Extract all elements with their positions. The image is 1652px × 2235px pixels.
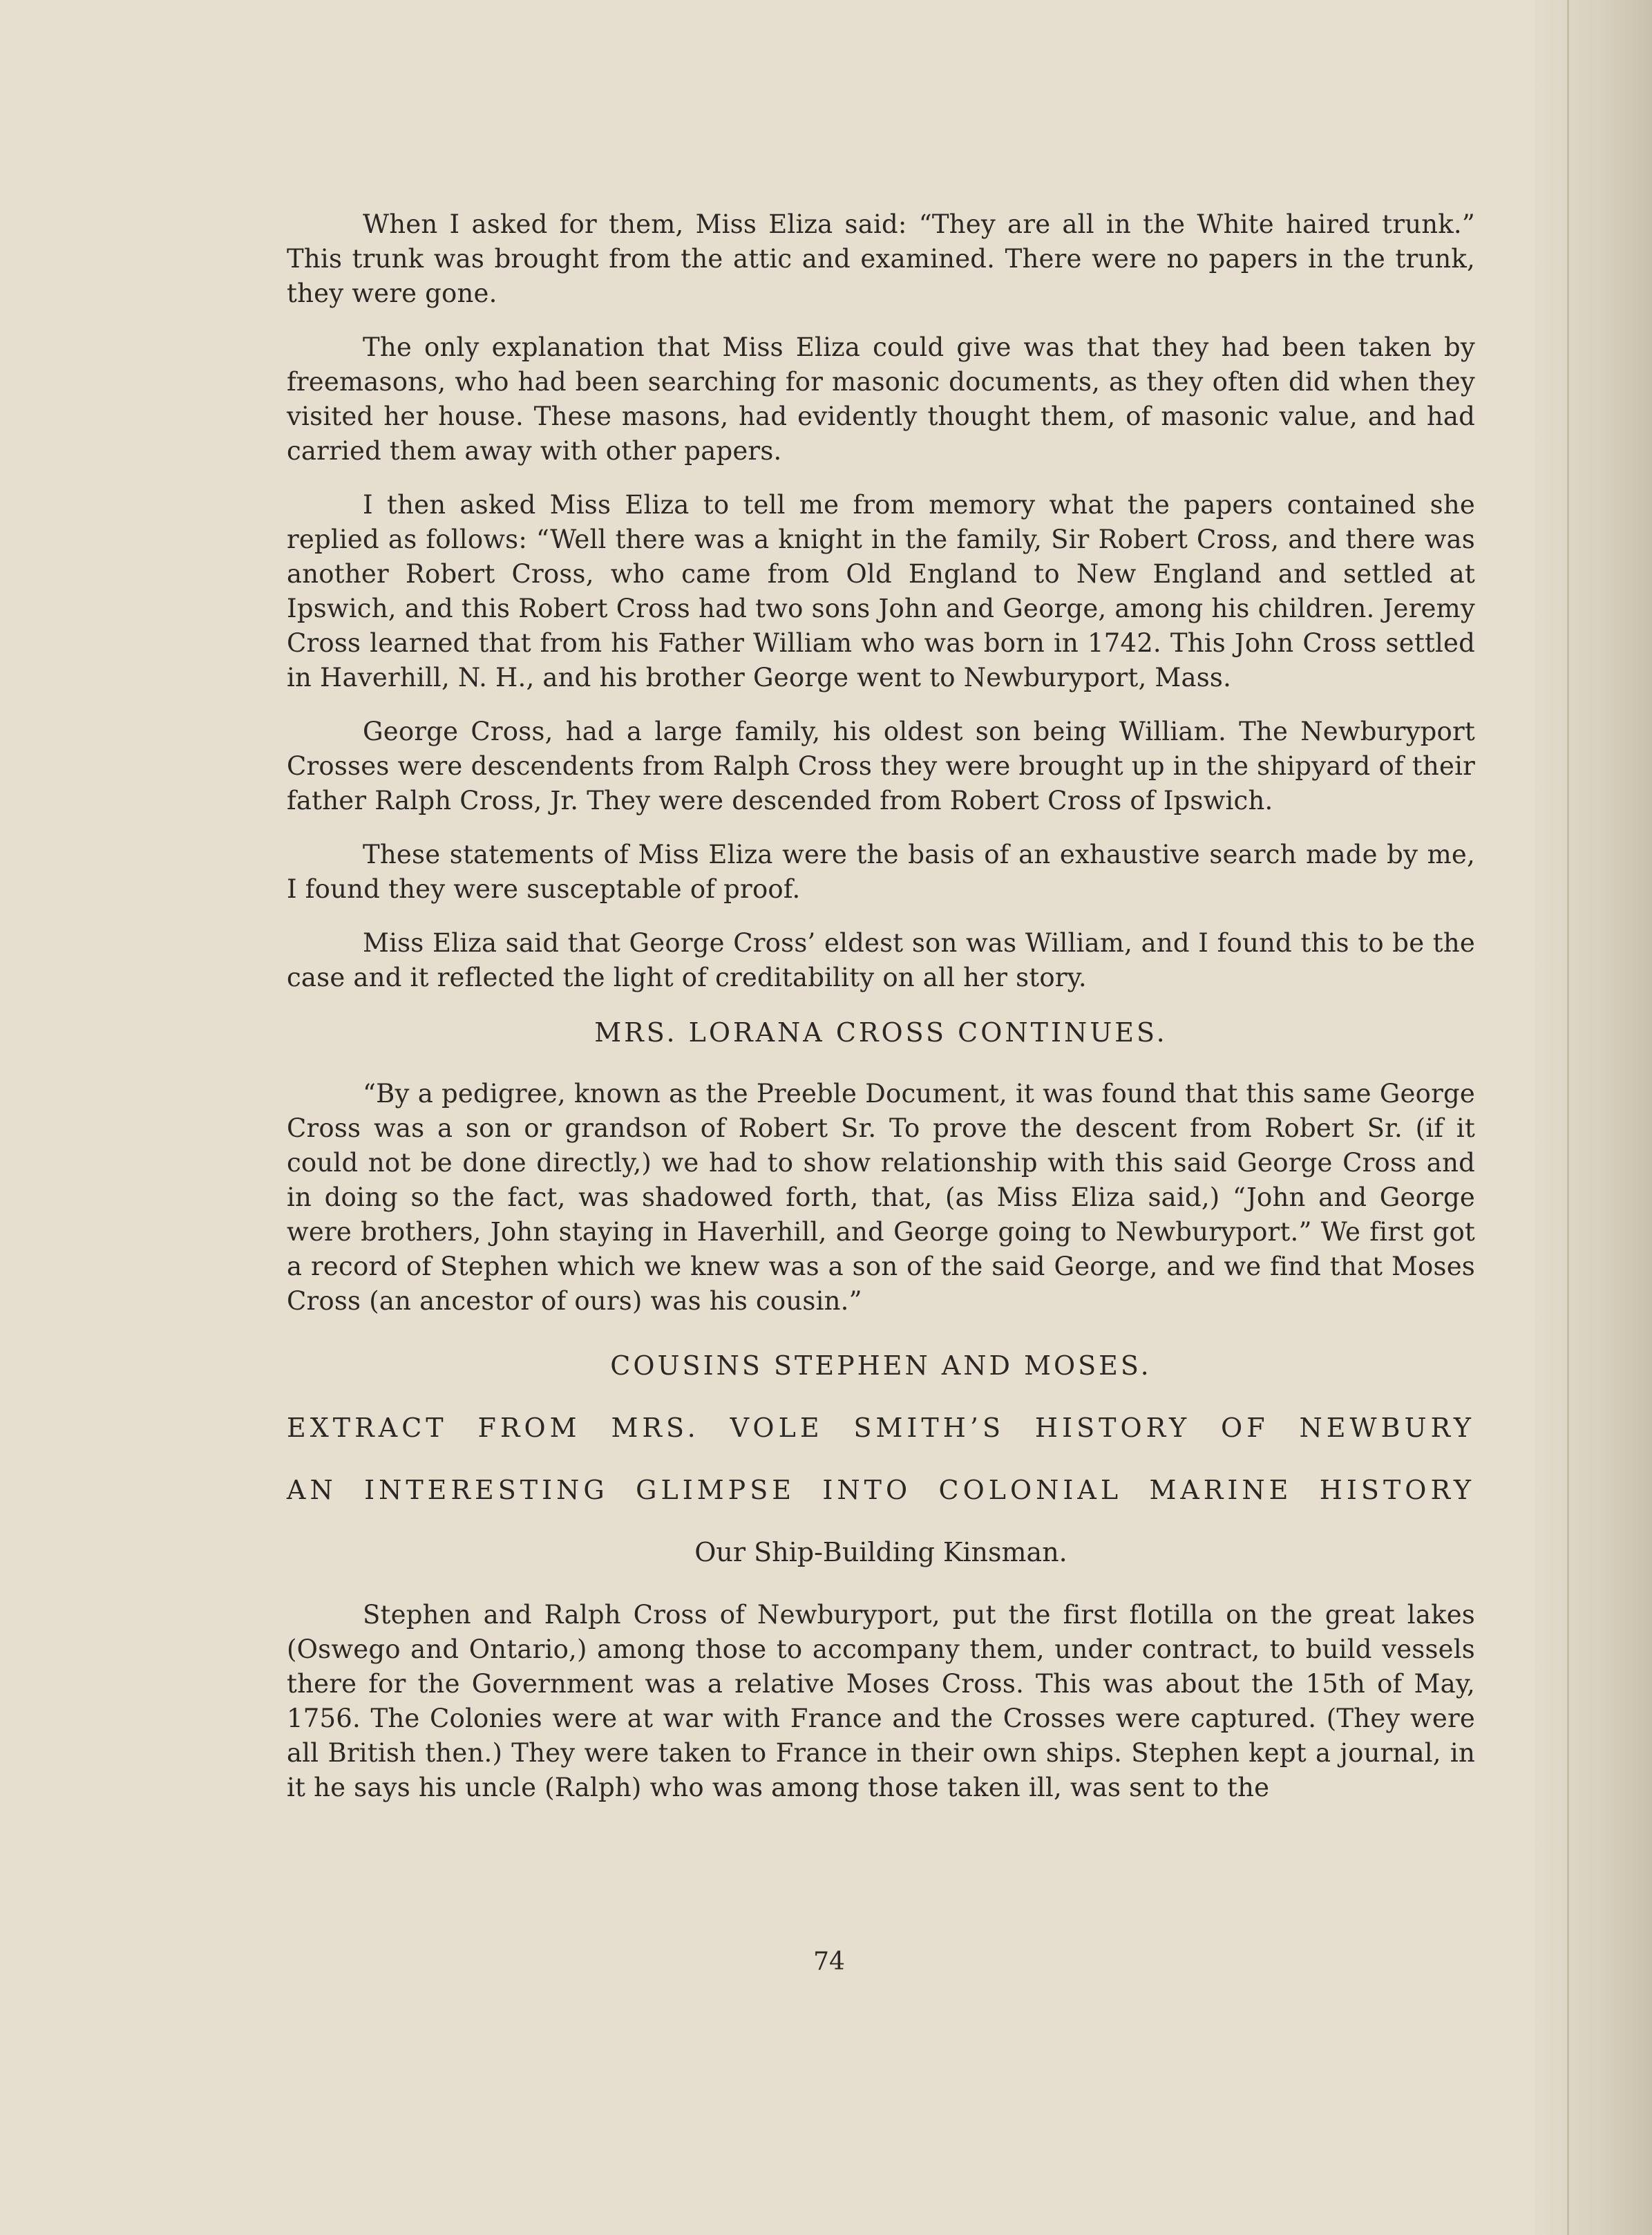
- paragraph-eldest-son: Miss Eliza said that George Cross’ eldest son was William, and I found this to be the case and it reflected the light of creditability on all her story.: [287, 928, 1475, 992]
- paragraph-memory: I then asked Miss Eliza to tell me from memory what the papers contained she replied as follows: “Well there was a knight in the family, Sir Robert Cross, and there was another Robert Cross, who came from Old England to New England and settled at Ipswich, and this Robert Cross had two sons John and George, among his children. Jeremy Cross learned that from his Father William who was born in 1742. This John Cross settled in Haverhill, N. H., and his brother George went to Newburyport, Mass.: [287, 490, 1475, 692]
- heading-extract: EXTRACT FROM MRS. VOLE SMITH’S HISTORY OF NEWBURY: [287, 1413, 1475, 1443]
- subheading-kinsman: Our Ship-Building Kinsman.: [694, 1537, 1067, 1567]
- page-body: [287, 207, 1475, 1824]
- paragraph-lorana: “By a pedigree, known as the Preeble Document, it was found that this same George Cross was a son or grandson of Robert Sr. To prove the descent from Robert Sr. (if it could not be done directly,) we had to show relationship with this said George Cross and in doing so the fact, was shadowed forth, that, (as Miss Eliza said,) “John and George were brothers, John staying in Haverhill, and George going to Newburyport.” We first got a record of Stephen which we knew was a son of the said George, and we find that Moses Cross (an ancestor of ours) was his cousin.”: [287, 1079, 1475, 1316]
- page-edge-line: [1567, 0, 1569, 2235]
- heading-lorana: MRS. LORANA CROSS CONTINUES.: [594, 1017, 1168, 1048]
- paragraph-white-trunk: When I asked for them, Miss Eliza said: “They are all in the White haired trunk.” This trunk was brought from the attic and examined. There were no papers in the trunk, they were gone.: [287, 209, 1475, 308]
- heading-glimpse: AN INTERESTING GLIMPSE INTO COLONIAL MARINE HISTORY: [287, 1475, 1475, 1505]
- paragraph-statements: These statements of Miss Eliza were the basis of an exhaustive search made by me, I found they were susceptable of proof.: [287, 840, 1475, 904]
- paragraph-george-cross: George Cross, had a large family, his oldest son being William. The Newburyport Crosses were descendents from Ralph Cross they were brought up in the shipyard of their father Ralph Cross, Jr. They were descended from Robert Cross of Ipswich.: [287, 717, 1475, 815]
- heading-cousins: COUSINS STEPHEN AND MOSES.: [610, 1350, 1152, 1381]
- page-number: 74: [813, 1948, 845, 1976]
- paragraph-stephen: Stephen and Ralph Cross of Newburyport, put the first flotilla on the great lakes (Oswego and Ontario,) among those to accompany them, under contract, to build vessels there for the Government was a relative Moses Cross. This was about the 15th of May, 1756. The Colonies were at war with France and the Crosses were captured. (They were all British then.) They were taken to France in their own ships. Stephen kept a journal, in it he says his uncle (Ralph) who was among those taken ill, was sent to the: [287, 1600, 1475, 1802]
- page-edge: [1535, 0, 1652, 2235]
- paragraph-freemasons: The only explanation that Miss Eliza could give was that they had been taken by freemasons, who had been searching for masonic documents, as they often did when they visited her house. These masons, had evidently thought them, of masonic value, and had carried them away with other papers.: [287, 332, 1475, 466]
